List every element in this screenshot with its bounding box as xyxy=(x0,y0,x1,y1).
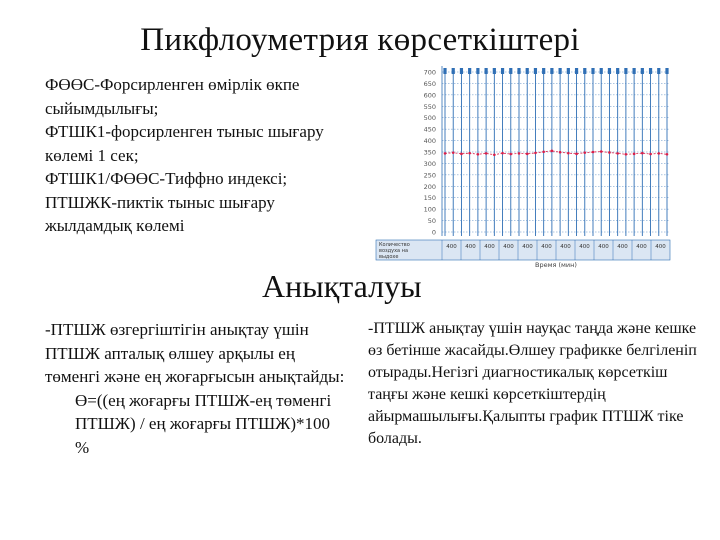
day-header-marker xyxy=(501,68,504,74)
day-header-marker xyxy=(641,68,644,74)
y-tick-label: 650 xyxy=(423,79,436,88)
day-header-marker xyxy=(485,68,488,74)
definitions-list xyxy=(45,73,365,238)
data-point xyxy=(559,151,562,154)
data-point xyxy=(518,152,521,155)
data-point xyxy=(600,150,603,153)
day-header-marker xyxy=(624,68,627,74)
data-point xyxy=(592,151,595,154)
day-header-marker xyxy=(460,68,463,74)
bottom-value-label: 400 xyxy=(484,244,495,250)
y-tick-label: 0 xyxy=(431,228,436,237)
data-point xyxy=(657,152,660,155)
data-point xyxy=(616,152,619,155)
definition-item: ФТШК1/ФӨӨС-Тиффно индексі; xyxy=(45,169,288,188)
variability-paragraph: -ПТШЖ өзгергіштігін анықтау үшін ПТШЖ апталық өлшеу арқылы ең төменгі және ең жоғарғысын анықтайды: xyxy=(45,320,345,386)
data-point xyxy=(633,153,636,156)
day-header-marker xyxy=(649,68,652,74)
data-point xyxy=(485,152,488,155)
y-tick-label: 300 xyxy=(423,159,436,168)
bottom-value-label: 400 xyxy=(503,244,514,250)
y-tick-label: 350 xyxy=(423,148,436,157)
y-tick-label: 500 xyxy=(423,114,436,123)
bottom-value-label: 400 xyxy=(541,244,552,250)
definition-item: ФТШК1-форсирленген тыныс шығару көлемі 1 сек; xyxy=(45,122,324,165)
day-header-marker xyxy=(633,68,636,74)
day-header-marker xyxy=(493,68,496,74)
data-point xyxy=(501,152,504,155)
x-axis-label: Время (мин) xyxy=(535,261,577,269)
bottom-value-label: 400 xyxy=(465,244,476,250)
data-point xyxy=(641,152,644,155)
day-header-marker xyxy=(517,68,520,74)
data-point xyxy=(444,152,447,155)
day-header-marker xyxy=(591,68,594,74)
data-point xyxy=(649,153,652,156)
data-point xyxy=(526,153,529,156)
day-header-marker xyxy=(509,68,512,74)
data-point xyxy=(551,150,554,153)
bottom-value-label: 400 xyxy=(636,244,647,250)
data-point xyxy=(575,153,578,156)
left-text-column xyxy=(45,318,345,459)
day-header-marker xyxy=(452,68,455,74)
day-header-marker xyxy=(583,68,586,74)
data-point xyxy=(477,153,480,156)
bottom-value-label: 400 xyxy=(522,244,533,250)
data-point xyxy=(542,150,545,153)
day-header-marker xyxy=(476,68,479,74)
definition-item: ПТШЖК-пиктік тыныс шығару жылдамдық көлемі xyxy=(45,192,275,235)
data-point xyxy=(460,153,463,156)
section-subtitle: Анықталуы xyxy=(262,268,422,304)
data-point xyxy=(625,153,628,156)
y-tick-label: 700 xyxy=(423,68,436,77)
day-header-marker xyxy=(567,68,570,74)
day-header-marker xyxy=(665,68,668,74)
data-point xyxy=(666,153,669,156)
bottom-bar-label: воздуха на xyxy=(379,248,409,254)
day-header-marker xyxy=(526,68,529,74)
y-tick-label: 550 xyxy=(423,102,436,111)
bottom-value-label: 400 xyxy=(598,244,609,250)
bottom-value-label: 400 xyxy=(446,244,457,250)
bottom-value-label: 400 xyxy=(655,244,666,250)
day-header-marker xyxy=(600,68,603,74)
data-point xyxy=(468,152,471,155)
data-point xyxy=(509,153,512,156)
data-point xyxy=(534,152,537,155)
day-header-marker xyxy=(550,68,553,74)
day-header-marker xyxy=(608,68,611,74)
y-tick-label: 150 xyxy=(423,194,436,203)
day-header-marker xyxy=(542,68,545,74)
day-header-marker xyxy=(575,68,578,74)
day-header-marker xyxy=(443,68,446,74)
bottom-value-label: 400 xyxy=(560,244,571,250)
peak-flow-chart xyxy=(370,62,680,272)
day-header-marker xyxy=(657,68,660,74)
data-point xyxy=(567,152,570,155)
day-header-marker xyxy=(559,68,562,74)
y-tick-label: 450 xyxy=(423,125,436,134)
day-header-marker xyxy=(616,68,619,74)
day-header-marker xyxy=(468,68,471,74)
bottom-bar-label: Количество xyxy=(379,242,410,248)
bottom-value-label: 400 xyxy=(617,244,628,250)
data-point xyxy=(583,151,586,154)
data-point xyxy=(493,153,496,156)
data-point xyxy=(608,151,611,154)
y-tick-label: 200 xyxy=(423,182,436,191)
y-tick-label: 400 xyxy=(423,137,436,146)
data-point xyxy=(452,151,455,154)
right-text-column: -ПТШЖ анықтау үшін науқас таңда және кешке өз бетінше жасайды.Өлшеу графикке белгіленіп отырады.Негізгі диагностикалық көрсеткіш таңғы және кешкі көрсеткіштердің айырмашылығы.Қалыпты график ПТШЖ тіке болады. xyxy=(368,320,697,447)
variability-formula: Ө=((ең жоғарғы ПТШЖ-ең төменгі ПТШЖ) / ең жоғарғы ПТШЖ)*100 % xyxy=(75,390,332,457)
bottom-value-label: 400 xyxy=(579,244,590,250)
definition-item: ФӨӨС-Форсирленген өмірлік өкпе сыйымдылығы; xyxy=(45,75,300,118)
slide-title: Пикфлоуметрия көрсеткіштері xyxy=(140,22,580,58)
y-tick-label: 50 xyxy=(427,217,436,226)
y-tick-label: 600 xyxy=(423,91,436,100)
day-header-marker xyxy=(534,68,537,74)
bottom-bar-label: выдохе xyxy=(379,254,399,260)
y-tick-label: 100 xyxy=(423,205,436,214)
y-tick-label: 250 xyxy=(423,171,436,180)
bottom-bar xyxy=(376,240,670,260)
